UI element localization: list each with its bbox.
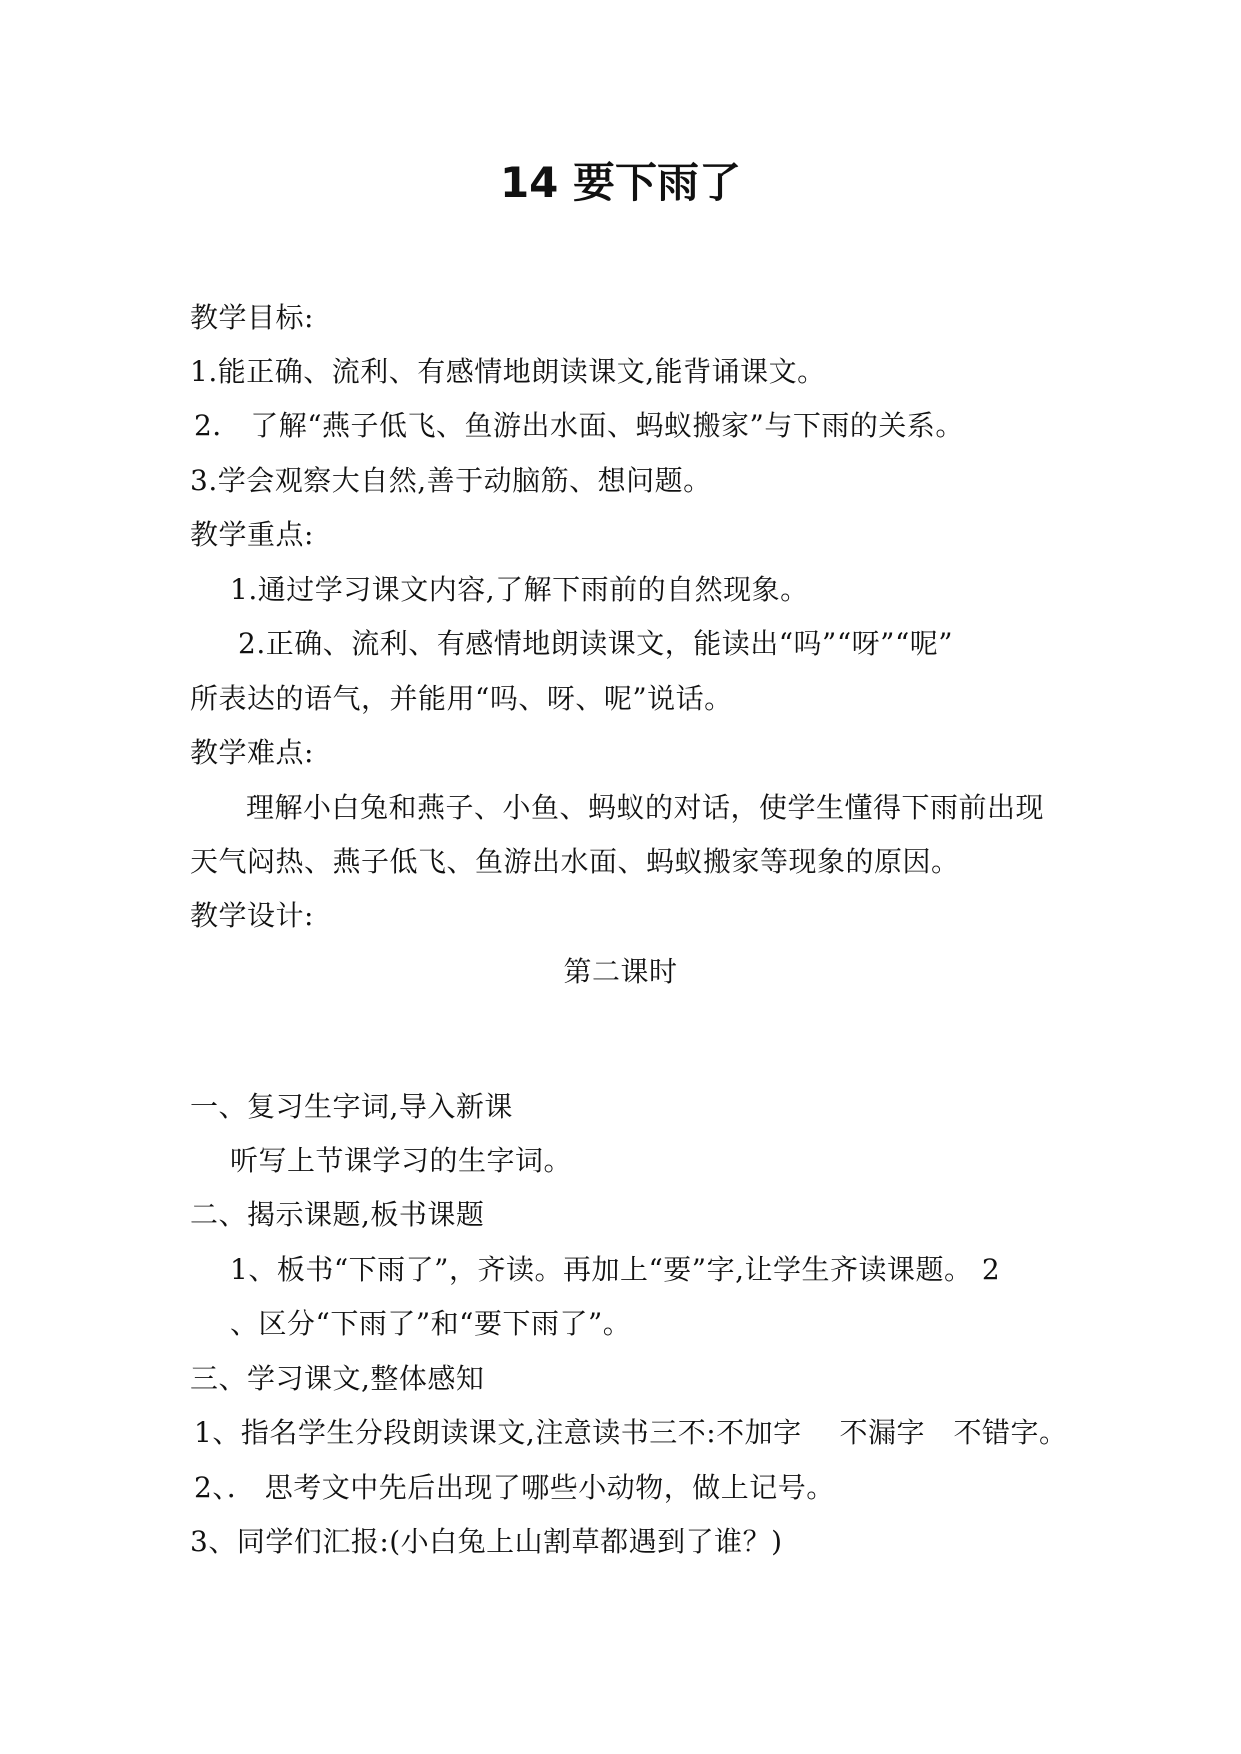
lesson-period: 第二课时 [563, 955, 678, 988]
section-1-heading: 一、复习生字词,导入新课 [190, 1090, 513, 1123]
document-title: 14 要下雨了 [499, 158, 742, 207]
goal-item-3: 3.学会观察大自然,善于动脑筋、想问题。 [190, 464, 712, 497]
difficulty-text: 理解小白兔和燕子、小鱼、蚂蚁的对话，使学生懂得下雨前出现 [246, 791, 1045, 824]
section-2-item-2: 、区分“下雨了”和“要下雨了”。 [230, 1307, 632, 1340]
heading-difficulties: 教学难点: [190, 736, 314, 769]
section-3-item-3: 3、同学们汇报:(小白兔上山割草都遇到了谁？) [190, 1525, 783, 1558]
heading-teaching-goals: 教学目标: [190, 301, 314, 334]
key-point-2-continued: 所表达的语气，并能用“吗、呀、呢”说话。 [190, 682, 733, 715]
difficulty-text-continued: 天气闷热、燕子低飞、鱼游出水面、蚂蚁搬家等现象的原因。 [190, 845, 960, 878]
section-2-item-1: 1、板书“下雨了”，齐读。再加上“要”字,让学生齐读课题。 2 [230, 1253, 1001, 1286]
section-1-text: 听写上节课学习的生字词。 [230, 1144, 573, 1177]
key-point-2: 2.正确、流利、有感情地朗读课文，能读出“吗”“呀”“呢” [238, 627, 954, 660]
key-point-1: 1.通过学习课文内容,了解下雨前的自然现象。 [230, 573, 809, 606]
section-3-heading: 三、学习课文,整体感知 [190, 1362, 485, 1395]
goal-item-1: 1.能正确、流利、有感情地朗读课文,能背诵课文。 [190, 355, 826, 388]
goal-item-2: 2． 了解“燕子低飞、鱼游出水面、蚂蚁搬家”与下雨的关系。 [194, 409, 964, 442]
section-3-item-2: 2、． 思考文中先后出现了哪些小动物，做上记号。 [194, 1471, 835, 1504]
heading-teaching-design: 教学设计: [190, 899, 314, 932]
section-2-heading: 二、揭示课题,板书课题 [190, 1198, 485, 1231]
heading-key-points: 教学重点: [190, 518, 314, 551]
section-3-item-1: 1、指名学生分段朗读课文,注意读书三不:不加字 不漏字 不错字。 [194, 1416, 1068, 1449]
